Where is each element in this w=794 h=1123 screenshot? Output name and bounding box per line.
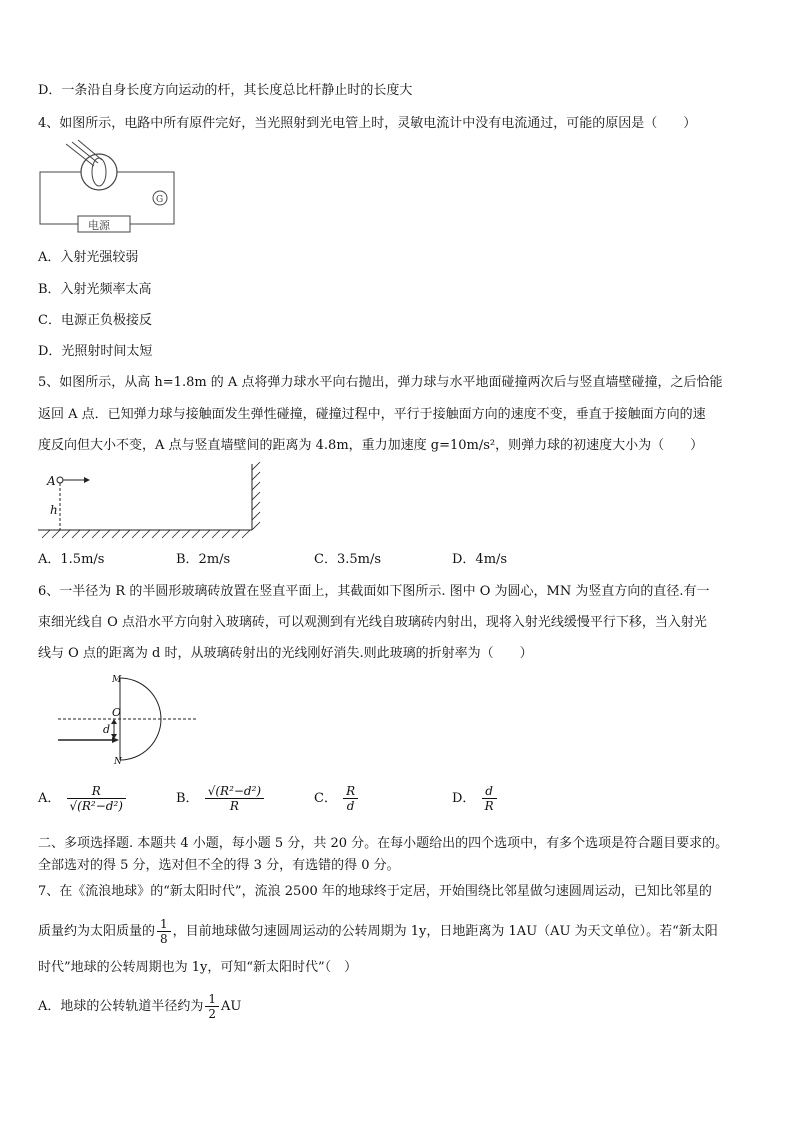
q6-option-b-prefix: B． (176, 791, 199, 806)
q6-option-c-prefix: C． (314, 791, 337, 806)
q7-option-a (38, 992, 241, 1021)
q7-option-a-fraction-numerator: 1 (208, 992, 217, 1006)
q5-option-a: A．1.5m/s (38, 552, 105, 567)
semicircle-glass-figure (56, 672, 206, 764)
q4-option-b: B．入射光频率太高 (38, 282, 152, 297)
question-6-line-2: 束细光线自 O 点沿水平方向射入玻璃砖，可以观测到有光线自玻璃砖内射出，现将入射光线缓慢平行下移，当入射光 (38, 615, 707, 630)
point-a-label: A (47, 474, 56, 488)
q7-option-a-fraction-denominator: 2 (205, 1006, 219, 1021)
q4-option-a: A．入射光强较弱 (38, 250, 139, 265)
question-5-line-2: 返回 A 点．已知弹力球与接触面发生弹性碰撞，碰撞过程中，平行于接触面方向的速度不变，垂直于接触面方向的速 (38, 407, 706, 422)
q6-option-c (314, 784, 360, 813)
section-2-instructions-line-2: 全部选对的得 5 分，选对但不全的得 3 分，有选错的得 0 分。 (38, 858, 400, 873)
distance-d-label: d (103, 723, 111, 736)
q5-option-d: D．4m/s (452, 552, 508, 567)
q6-option-d-prefix: D． (452, 791, 476, 806)
question-6-line-1: 6、一半径为 R 的半圆形玻璃砖放置在竖直平面上，其截面如下图所示. 图中 O 为圆心，MN 为竖直方向的直径.有一 (38, 584, 710, 599)
q6-option-a-numerator: R (91, 784, 101, 798)
q6-option-a-prefix: A． (38, 791, 61, 806)
question-7-line-1: 7、在《流浪地球》的“新太阳时代”，流浪 2500 年的地球终于定居，开始围绕比邻星做匀速圆周运动，已知比邻星的 (38, 884, 712, 899)
q7-line-2-after-fraction: ，目前地球做匀速圆周运动的公转周期为 1y，日地距离为 1AU（AU 为天文单位）。若“新太阳 (172, 924, 718, 939)
q6-option-a-denominator: √(R²−d²) (67, 798, 126, 813)
question-7-line-3: 时代”地球的公转周期也为 1y，可知“新太阳时代”（ ） (38, 960, 358, 975)
option-d-previous: D．一条沿自身长度方向运动的杆，其长度总比杆静止时的长度大 (38, 83, 413, 98)
q6-option-b (176, 784, 266, 813)
q7-option-a-before-fraction: A．地球的公转轨道半径约为 (38, 999, 204, 1014)
point-o-label: O (112, 706, 122, 719)
question-4: 4、如图所示，电路中所有原件完好，当光照射到光电管上时，灵敏电流计中没有电流通过，可能的原因是（ ） (38, 116, 697, 131)
question-5-line-3: 度反向但大小不变，A 点与竖直墙壁间的距离为 4.8m，重力加速度 g=10m/s²，则弹力球的初速度大小为（ ） (38, 438, 704, 453)
galvanometer-label: G (156, 195, 164, 205)
q7-fraction-numerator: 1 (160, 917, 168, 931)
q5-option-b: B．2m/s (176, 552, 231, 567)
question-5-line-1: 5、如图所示，从高 h=1.8m 的 A 点将弹力球水平向右抛出，弹力球与水平地面碰撞两次后与竖直墙壁碰撞，之后恰能 (38, 375, 723, 390)
height-h-label: h (50, 503, 58, 517)
q6-option-d-denominator: R (482, 798, 497, 813)
q6-option-a (38, 784, 128, 813)
q7-option-a-after-fraction: AU (221, 999, 242, 1014)
power-source-label: 电源 (88, 219, 110, 232)
question-7-line-2 (38, 917, 718, 946)
q5-option-c: C．3.5m/s (314, 552, 381, 567)
q4-option-d: D．光照射时间太短 (38, 344, 153, 359)
section-2-instructions-line-1: 二、多项选择题. 本题共 4 小题，每小题 5 分，共 20 分。在每小题给出的四个选项中，有多个选项是符合题目要求的。 (38, 836, 729, 851)
q6-option-c-denominator: d (343, 798, 358, 813)
photoelectric-circuit-figure (36, 138, 186, 238)
point-n-label: N (114, 757, 122, 767)
point-m-label: M (112, 675, 122, 685)
q6-option-d (452, 784, 499, 813)
q7-line-2-before-fraction: 质量约为太阳质量的 (38, 924, 156, 939)
q4-option-c: C．电源正负极接反 (38, 313, 152, 328)
question-6-line-3: 线与 O 点的距离为 d 时，从玻璃砖射出的光线刚好消失.则此玻璃的折射率为（ ） (38, 646, 533, 661)
q6-option-c-numerator: R (346, 784, 356, 798)
q6-option-b-denominator: R (205, 798, 264, 813)
q6-option-b-numerator: √(R²−d²) (207, 784, 262, 798)
projectile-wall-figure (38, 460, 268, 540)
q7-fraction-denominator: 8 (157, 931, 171, 946)
q6-option-d-numerator: d (485, 784, 493, 798)
